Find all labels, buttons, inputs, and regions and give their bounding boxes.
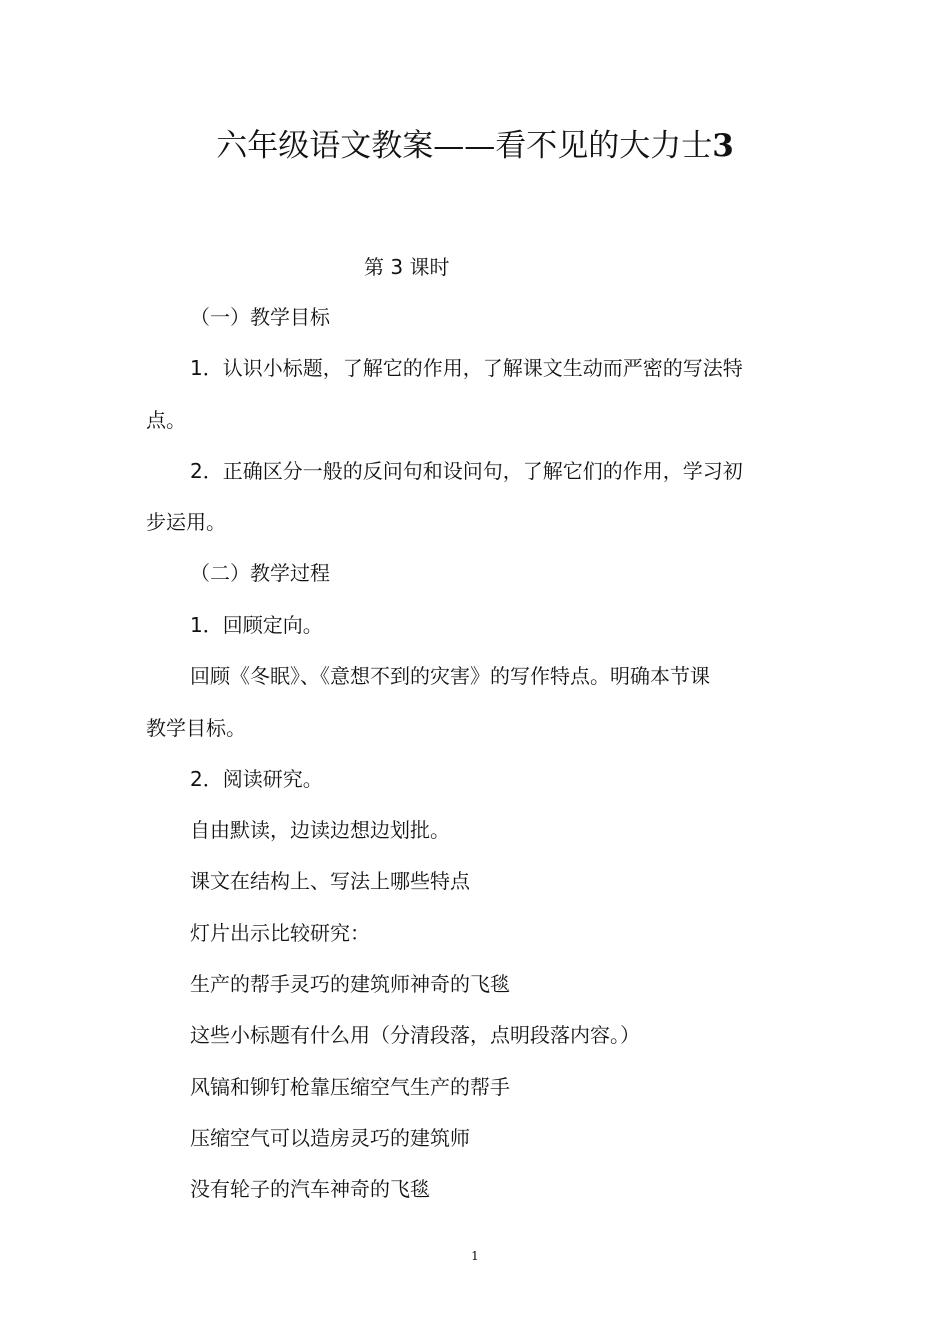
document-title bbox=[0, 122, 950, 170]
paragraph-line: 风镐和铆钉枪靠压缩空气生产的帮手 bbox=[190, 1075, 510, 1099]
paragraph-line: 灯片出示比较研究： bbox=[190, 921, 370, 945]
paragraph-line: 课文在结构上、写法上哪些特点 bbox=[190, 869, 470, 893]
paragraph-line: 回顾《冬眠》、《意想不到的灾害》的写作特点。明确本节课 bbox=[190, 664, 710, 688]
document-title-number: 3 bbox=[712, 128, 734, 164]
paragraph-line: 压缩空气可以造房灵巧的建筑师 bbox=[190, 1126, 470, 1150]
paragraph-line: 点。 bbox=[146, 408, 186, 432]
paragraph-line: 2．阅读研究。 bbox=[190, 767, 323, 791]
document-title-text: 六年级语文教案——看不见的大力士 bbox=[216, 128, 713, 164]
paragraph-line: 生产的帮手灵巧的建筑师神奇的飞毯 bbox=[190, 972, 510, 996]
paragraph-line: 步运用。 bbox=[146, 510, 226, 534]
lesson-period: 第 3 课时 bbox=[364, 255, 450, 279]
paragraph-line: 教学目标。 bbox=[146, 716, 246, 740]
paragraph-line: 1．认识小标题，了解它的作用，了解课文生动而严密的写法特 bbox=[190, 356, 743, 380]
section-heading-process: （二）教学过程 bbox=[190, 561, 330, 585]
page-number: 1 bbox=[471, 1249, 479, 1263]
section-heading-objectives: （一）教学目标 bbox=[190, 305, 330, 329]
paragraph-line: 没有轮子的汽车神奇的飞毯 bbox=[190, 1177, 430, 1201]
paragraph-line: 2．正确区分一般的反问句和设问句，了解它们的作用，学习初 bbox=[190, 459, 743, 483]
paragraph-line: 这些小标题有什么用（分清段落，点明段落内容。） bbox=[190, 1023, 640, 1047]
paragraph-line: 1．回顾定向。 bbox=[190, 613, 323, 637]
paragraph-line: 自由默读，边读边想边划批。 bbox=[190, 818, 450, 842]
